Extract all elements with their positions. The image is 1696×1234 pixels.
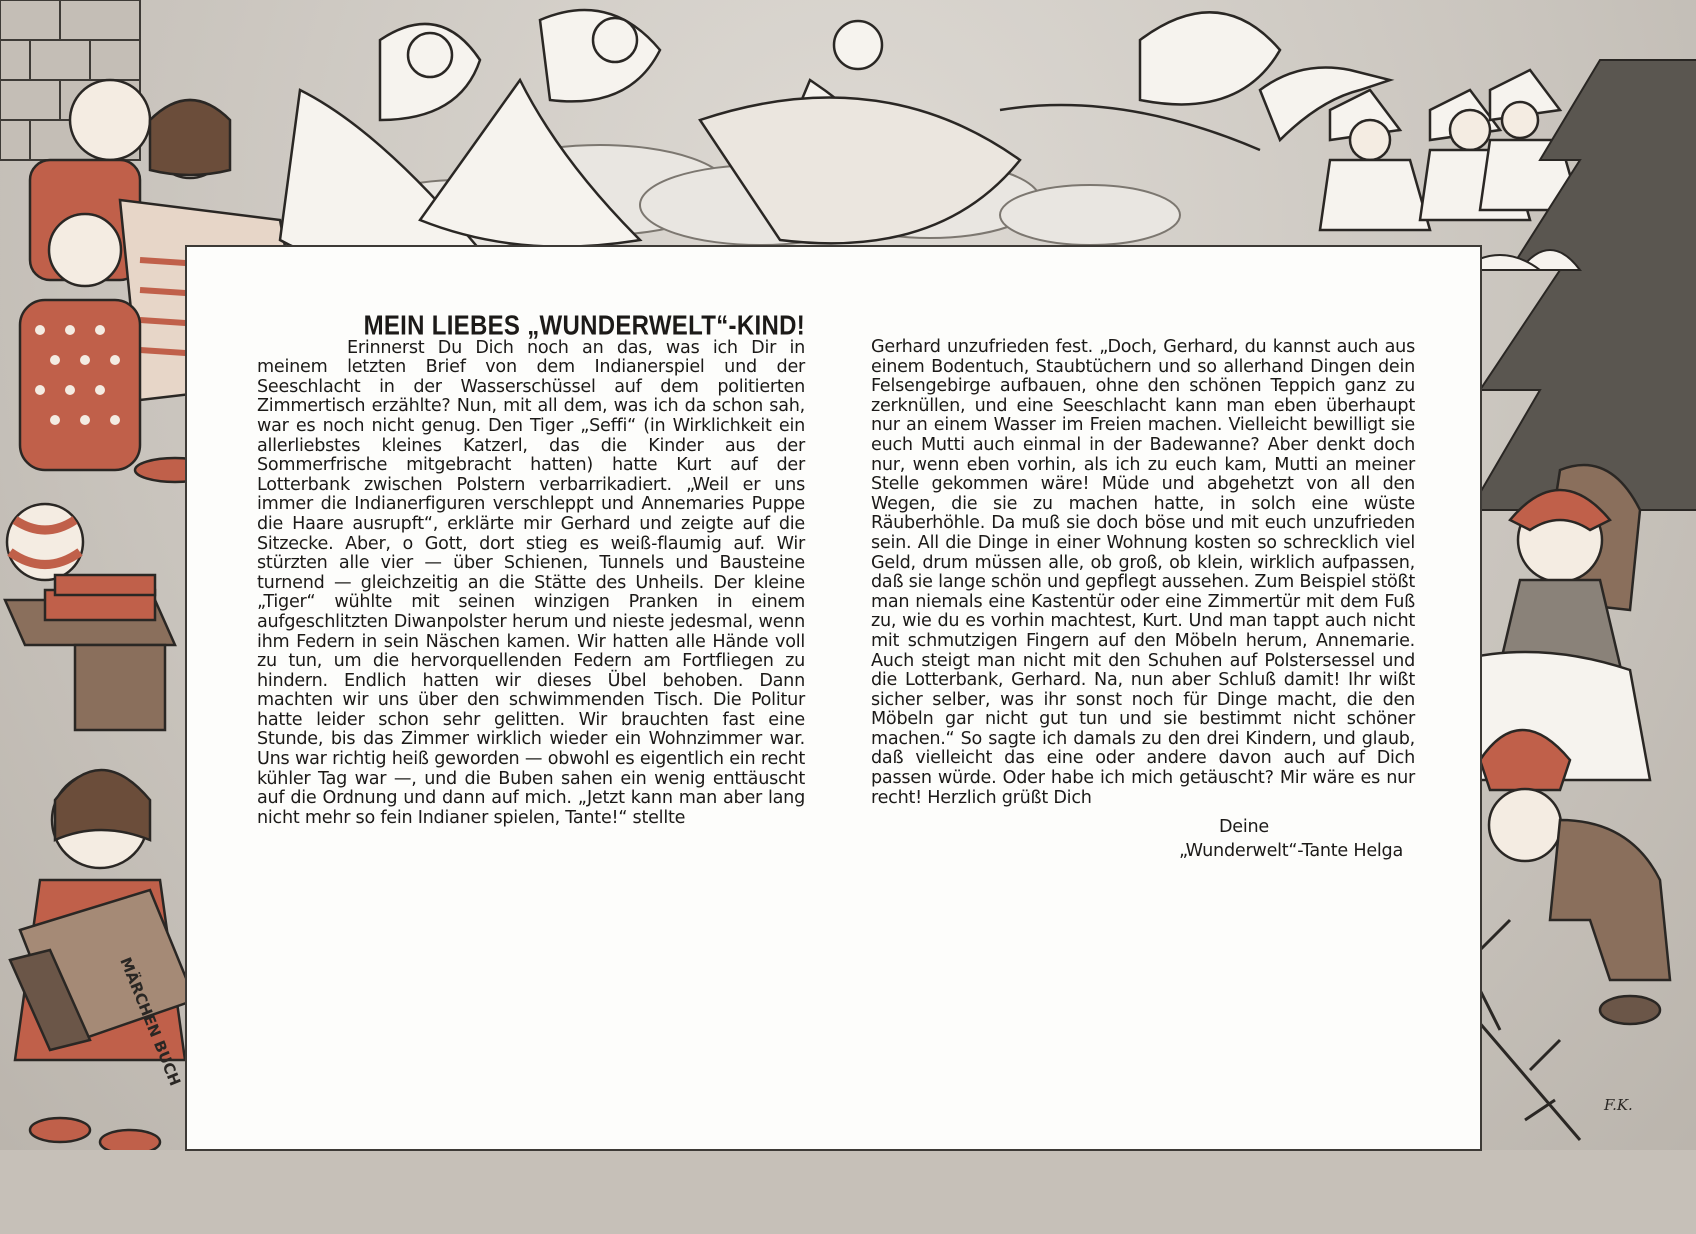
letter-body-part-1: Erinnerst Du Dich noch an das, was ich Dir in meinem letzten Brief von dem Indianerspiel und der Seeschlacht in der Wasserschüssel auf dem politierten Zimmertisch erzählte? Nun, mit all dem, was ich da schon sah, war es noch nicht genug. Den Tiger „Seffi“ (in Wirklichkeit ein allerliebstes kleines Katzerl, das die Kinder aus der Sommerfrische mitgebracht hatten) hatte Kurt auf der Lotterbank zwischen Polstern verbarrikadiert. „Weil er uns immer die Indianerfiguren verschleppt und Annemaries Puppe die Haare ausrupft“, erklärte mir Gerhard und zeigte auf die Sitzecke. Aber, o Gott, dort stieg es weiß-flaumig auf. Wir stürzten alle vier — über Schienen, Tunnels und Bausteine turnend — gleichzeitig an die Stätte des Unheils. Der kleine „Tiger“ wühlte mit seinen winzigen Pranken in einem aufgeschlitzten Diwanpolster herum und nieste jedesmal, wenn ihm Federn in sein Näschen kamen. Wir hatten alle Hände voll zu tun, um die hervorquellenden Federn am Fortfliegen zu hindern. Endlich hatten wir dieses Übel behoben. Dann machten wir uns über den schwimmenden Tisch. Die Politur hatte leider schon sehr gelitten. Wir brauchten fast eine Stunde, bis das Zimmer wirklich wieder ein Wohnzimmer war. Uns war richtig heiß geworden — obwohl es eigentlich ein recht kühler Tag war —, und die Buben sahen ein wenig enttäuscht auf die Ordnung und dann auf mich. „Jetzt kann man aber lang nicht mehr so fein Indianer spielen, Tante!“ stellte — [257, 337, 805, 828]
closing-word: Deine — [1219, 817, 1269, 838]
letter-right-column — [871, 338, 1415, 861]
letter-title: MEIN LIEBES „WUNDERWELT“-KIND! — [363, 310, 805, 342]
letter-left-column — [257, 310, 805, 828]
book-label: MÄRCHEN BUCH — [116, 954, 185, 1089]
girl-with-firewood — [1450, 465, 1650, 780]
letter-signature: „Wunderwelt“-Tante Helga — [1178, 840, 1403, 861]
fairies-procession — [280, 10, 1390, 263]
letter-panel — [187, 247, 1480, 1149]
girl-with-book — [10, 770, 195, 1154]
letter-closing — [871, 818, 1415, 861]
letter-body-part-2: Gerhard unzufrieden fest. „Doch, Gerhard, du kannst auch aus einem Bodentuch, Staubtüchern und so allerhand Dingen dein Felsengebirge aufbauen, ohne den schönen Teppich ganz zu zerknüllen, und eine Seeschlacht kann man eben überhaupt nur an einem Wasser im Freien machen. Vielleicht bewilligt sie euch Mutti auch einmal in der Badewanne? Aber denkt doch nur, wenn eben vorhin, als ich zu euch kam, Mutti an meiner Stelle gekommen wäre! Müde und abgehetzt von all den Wegen, die sie zu machen hatte, in solch eine wüste Räuberhöhle. Da muß sie doch böse und mit euch unzufrieden sein. All die Dinge in einer Wohnung kosten so schrecklich viel Geld, drum müssen alle, ob groß, ob klein, wirklich aufpassen, daß sie lange schön und gepflegt aussehen. Zum Beispiel stößt man niemals eine Kastentür oder eine Zimmertür mit dem Fuß zu, wie du es vorhin machtest, Kurt. Und man tappt auch nicht mit schmutzigen Fingern auf den Möbeln herum, Annemarie. Auch steigt man nicht mit den Schuhen auf Polstersessel und die Lotterbank, Gerhard. Na, nun aber Schluß damit! Ihr wißt sicher selber, was ihr sonst noch für Dinge macht, die den Möbeln gar nicht gut tun und sie bestimmt nicht schöner machen.“ So sagte ich damals zu den drei Kindern, und glaub, daß vielleicht das eine oder andere davon auch auf Dich passen würde. Oder habe ich mich getäuscht? Mir wäre es nur recht! Herzlich grüßt Dich — [871, 337, 1415, 808]
ball — [7, 504, 83, 580]
artist-monogram: F.K. — [1604, 1096, 1633, 1114]
stool-with-books — [5, 575, 175, 730]
dwarfs — [1320, 70, 1580, 230]
